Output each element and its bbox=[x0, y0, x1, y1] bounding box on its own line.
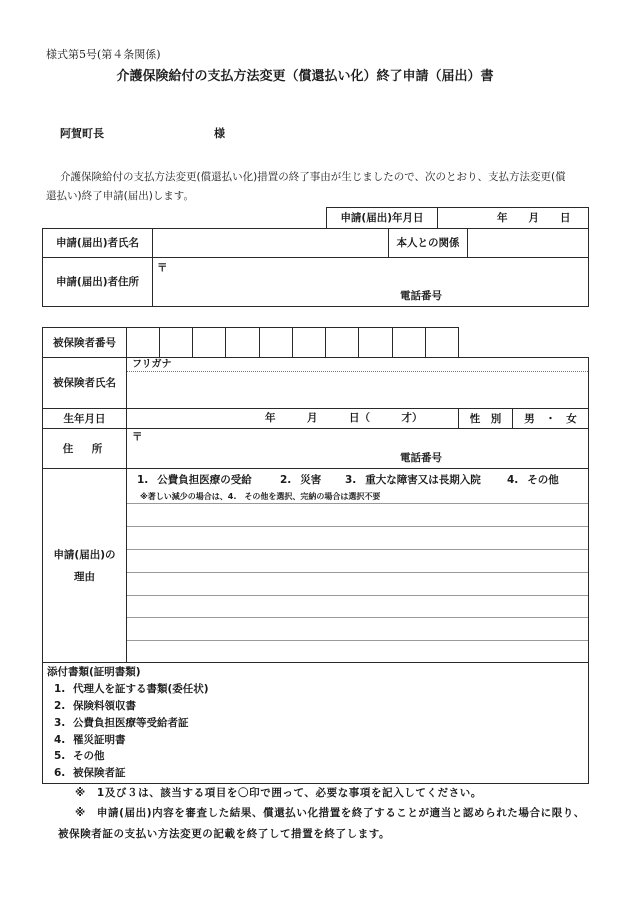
attachment-label: 被保険者証 bbox=[73, 767, 126, 779]
birth-date-units: 年 月 日（ 才） bbox=[265, 412, 423, 424]
relationship-field[interactable] bbox=[467, 228, 589, 258]
reason-writing-line bbox=[127, 503, 588, 504]
reason-option-label: 重大な障害又は長期入院 bbox=[365, 474, 481, 486]
reason-writing-line bbox=[127, 572, 588, 573]
addressee-honorific: 様 bbox=[214, 127, 225, 140]
application-date-units: 年 月 日 bbox=[497, 212, 571, 224]
insured-number-digit-box[interactable] bbox=[159, 327, 193, 358]
relationship-label: 本人との関係 bbox=[388, 228, 468, 258]
reason-option-label: 公費負担医療の受給 bbox=[157, 474, 252, 486]
reason-option-3[interactable] bbox=[345, 473, 481, 487]
form-number: 様式第5号(第４条関係) bbox=[46, 48, 161, 61]
insured-number-digit-box[interactable] bbox=[292, 327, 326, 358]
reason-writing-line bbox=[127, 617, 588, 618]
sex-label: 性 別 bbox=[458, 408, 513, 429]
insured-address-field[interactable] bbox=[126, 428, 589, 469]
addressee-name: 阿賀町長 bbox=[60, 127, 104, 140]
reason-option-1[interactable] bbox=[137, 473, 252, 487]
attachments-section bbox=[42, 662, 589, 784]
application-date-label: 申請(届出)年月日 bbox=[326, 207, 438, 229]
attachments-title: 添付書類(証明書類) bbox=[47, 666, 141, 678]
insured-name-field[interactable] bbox=[126, 357, 589, 409]
attachment-item bbox=[54, 733, 126, 747]
applicant-address-field[interactable] bbox=[152, 257, 589, 307]
insured-number-digit-box[interactable] bbox=[358, 327, 393, 358]
attachment-label: 代理人を証する書類(委任状) bbox=[73, 683, 209, 695]
birth-date-field[interactable] bbox=[126, 408, 459, 429]
reason-option-label: その他 bbox=[527, 474, 559, 486]
attachment-item bbox=[54, 749, 105, 763]
reason-label bbox=[42, 468, 127, 663]
footnote-1: ※ 1及び３は、該当する項目を〇印で囲って、必要な事項を記入してください。 bbox=[75, 787, 483, 799]
footnote-2-line-2: 被保険者証の支払い方法変更の記載を終了して措置を終了します。 bbox=[58, 828, 391, 840]
attachment-item bbox=[54, 766, 126, 780]
attachment-label: その他 bbox=[73, 750, 105, 762]
insured-phone-label: 電話番号 bbox=[400, 452, 442, 464]
footnote-2-line-1: ※ 申請(届出)内容を審査した結果、償還払い化措置を終了することが適当と認められた場合に限り、 bbox=[75, 807, 586, 819]
birth-date-label: 生年月日 bbox=[42, 408, 127, 429]
reason-writing-line bbox=[127, 595, 588, 596]
attachment-number: 4. bbox=[54, 734, 66, 746]
insured-number-digit-box[interactable] bbox=[126, 327, 160, 358]
reason-writing-line bbox=[127, 526, 588, 527]
reason-option-number: 3. bbox=[345, 474, 357, 486]
attachment-number: 5. bbox=[54, 750, 66, 762]
reason-option-2[interactable] bbox=[280, 473, 321, 487]
sex-options[interactable]: 男 ・ 女 bbox=[512, 408, 589, 429]
reason-option-label: 災害 bbox=[300, 474, 322, 486]
insured-address-label: 住 所 bbox=[42, 428, 127, 469]
reason-option-4[interactable] bbox=[507, 473, 559, 487]
applicant-name-field[interactable] bbox=[152, 228, 389, 258]
insured-number-digit-box[interactable] bbox=[392, 327, 426, 358]
postal-mark: 〒 bbox=[132, 431, 143, 443]
reason-label-line-2: 理由 bbox=[74, 570, 95, 583]
attachment-label: 保険料領収書 bbox=[73, 700, 136, 712]
insured-number-digit-box[interactable] bbox=[325, 327, 359, 358]
attachment-item bbox=[54, 716, 189, 730]
intro-text-line-2: 還払い)終了申請(届出)します。 bbox=[46, 190, 194, 202]
applicant-address-label: 申請(届出)者住所 bbox=[42, 257, 153, 307]
application-date-field[interactable] bbox=[437, 207, 589, 229]
reason-note: ※著しい減少の場合は、4. その他を選択、完納の場合は選択不要 bbox=[140, 492, 381, 501]
insured-number-digit-box[interactable] bbox=[259, 327, 293, 358]
reason-field[interactable] bbox=[126, 468, 589, 663]
attachment-number: 1. bbox=[54, 683, 66, 695]
applicant-phone-label: 電話番号 bbox=[400, 290, 442, 302]
intro-text-line-1: 介護保険給付の支払方法変更(償還払い化)措置の終了事由が生じましたので、次のとおり、支払方法変更(償 bbox=[60, 171, 566, 183]
reason-writing-line bbox=[127, 640, 588, 641]
attachment-item bbox=[54, 699, 136, 713]
insured-number-digit-box[interactable] bbox=[425, 327, 459, 358]
reason-writing-line bbox=[127, 549, 588, 550]
insured-name-label: 被保険者氏名 bbox=[42, 357, 127, 409]
attachment-item bbox=[54, 682, 209, 696]
attachment-number: 3. bbox=[54, 717, 66, 729]
reason-option-number: 1. bbox=[137, 474, 149, 486]
reason-label-line-1: 申請(届出)の bbox=[53, 548, 116, 561]
furigana-divider bbox=[127, 371, 588, 372]
insured-number-label: 被保険者番号 bbox=[42, 327, 127, 358]
postal-mark: 〒 bbox=[157, 262, 168, 274]
form-title: 介護保険給付の支払方法変更（償還払い化）終了申請（届出）書 bbox=[116, 69, 494, 84]
attachment-label: 罹災証明書 bbox=[73, 734, 126, 746]
attachment-label: 公費負担医療等受給者証 bbox=[73, 717, 189, 729]
reason-option-number: 2. bbox=[280, 474, 292, 486]
attachment-number: 2. bbox=[54, 700, 66, 712]
insured-number-digit-box[interactable] bbox=[225, 327, 260, 358]
attachment-number: 6. bbox=[54, 767, 66, 779]
insured-number-digit-box[interactable] bbox=[192, 327, 226, 358]
furigana-label: フリガナ bbox=[132, 359, 172, 370]
applicant-name-label: 申請(届出)者氏名 bbox=[42, 228, 153, 258]
reason-option-number: 4. bbox=[507, 474, 519, 486]
